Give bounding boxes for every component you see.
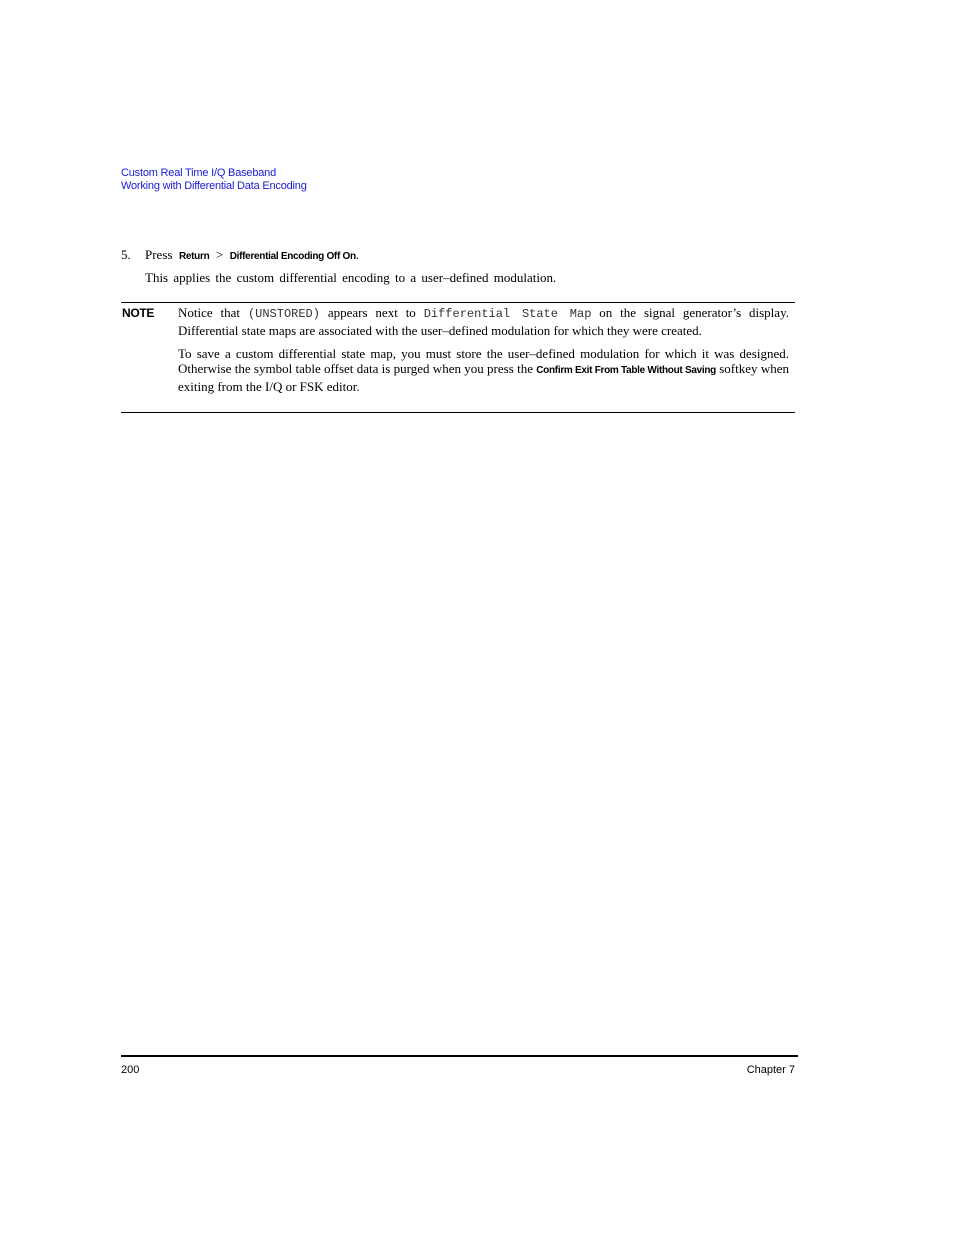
step-end-punct: .: [355, 247, 360, 262]
footer-rule: [121, 1055, 798, 1057]
step-number: 5.: [121, 247, 131, 262]
note-p1-text-c: on the signal generator’s display. Differential state maps are associated with the user–defined modulation for which they were created.: [178, 305, 789, 338]
note-p1-text-a: Notice that: [178, 305, 248, 320]
page-number: 200: [121, 1064, 140, 1076]
note-p2-text-b: softkey when exiting from the I/Q or FSK editor.: [178, 361, 789, 394]
note-body: [178, 305, 789, 402]
key-differential-encoding: Differential Encoding Off On: [229, 251, 356, 262]
note-bottom-rule: [121, 412, 795, 413]
breadcrumb: [121, 167, 307, 192]
key-separator: >: [215, 247, 224, 262]
note-code-state-map: Differential State Map: [423, 307, 592, 321]
note-top-rule: [121, 302, 795, 303]
key-confirm-exit: Confirm Exit From Table Without Saving: [536, 365, 716, 377]
breadcrumb-section-link[interactable]: Working with Differential Data Encoding: [121, 179, 307, 192]
note-paragraph-2: [178, 346, 789, 395]
key-return: Return: [178, 251, 210, 262]
breadcrumb-chapter-link[interactable]: Custom Real Time I/Q Baseband: [121, 167, 276, 179]
note-paragraph-1: [178, 305, 789, 338]
chapter-label: Chapter 7: [746, 1064, 795, 1076]
note-label: NOTE: [122, 306, 155, 320]
note-p2-text-a: To save a custom differential state map, you must store the user–defined modulation for which it was designed. Otherwise the symbol table offset data is purged when you press the: [178, 345, 789, 377]
step-description: This applies the custom differential encoding to a user–defined modulation.: [145, 270, 557, 285]
note-code-unstored: (UNSTORED): [247, 307, 320, 321]
step-press-text: Press: [145, 247, 173, 262]
step-5: [121, 247, 359, 265]
note-p1-text-b: appears next to: [319, 305, 424, 320]
